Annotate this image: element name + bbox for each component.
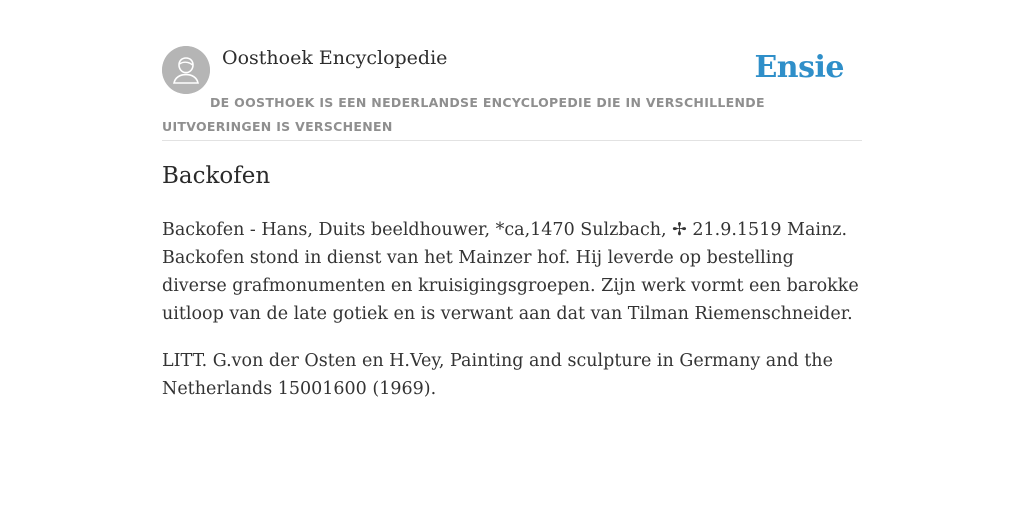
avatar[interactable] <box>162 46 210 94</box>
source-header <box>162 46 862 141</box>
brand-logo[interactable]: Ensie <box>754 50 844 85</box>
article-paragraph: Backofen - Hans, Duits beeldhouwer, *ca,1470 Sulzbach, ✢ 21.9.1519 Mainz. Backofen stond in dienst van het Mainzer hof. Hij leverde op bestelling diverse grafmonumenten en kruisigingsgroepen. Zijn werk vormt een barokke uitloop van de late gotiek en is verwant aan dat van Tilman Riemenschneider. <box>162 220 859 324</box>
article-reference: LITT. G.von der Osten en H.Vey, Painting and sculpture in Germany and the Netherlands 15001600 (1969). <box>162 351 833 399</box>
article-body <box>162 216 862 422</box>
article-title: Backofen <box>162 163 271 189</box>
source-name[interactable]: Oosthoek Encyclopedie <box>222 47 448 69</box>
source-description: DE OOSTHOEK IS EEN NEDERLANDSE ENCYCLOPEDIE DIE IN VERSCHILLENDE UITVOERINGEN IS VERSCHENEN <box>162 95 765 134</box>
user-placeholder-icon <box>162 46 210 94</box>
